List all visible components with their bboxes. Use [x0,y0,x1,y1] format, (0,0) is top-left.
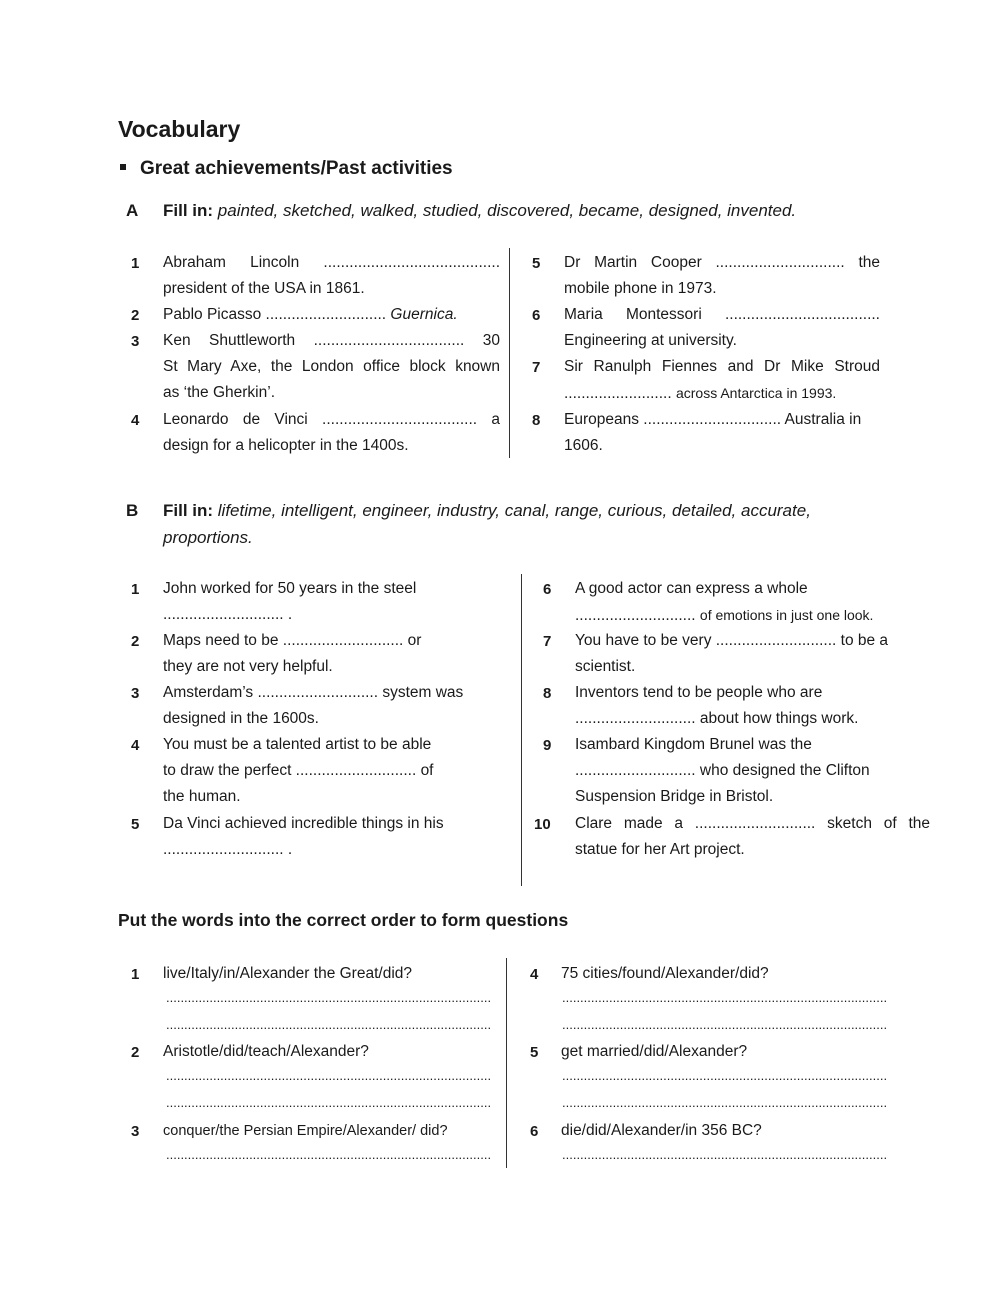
section-b-instruction [126,497,906,557]
a-item-4-line-2: design for a helicopter in the 1400s. [163,437,409,454]
section-b-fill-in: Fill in: [163,501,214,520]
a-item-7-line-1: Sir Ranulph Fiennes and Dr Mike Stroud [564,358,880,375]
b-item-6-dots: ............................ [575,607,696,624]
a-item-5-line-2: mobile phone in 1973. [564,280,717,297]
a-item-8-line-2: 1606. [564,437,603,454]
b-item-4-line-2: to draw the perfect ............................ of [163,762,434,779]
c-item-6-answer-1[interactable]: .......................................................................................... [562,1147,888,1162]
a-item-6-line-1: Maria Montessori .................................... [564,306,880,323]
section-b-words-2: proportions. [163,528,253,547]
a-item-3-line-3: as ‘the Gherkin’. [163,384,275,401]
c-item-2-answer-1[interactable]: .......................................................................................... [166,1068,492,1083]
c-item-4-number: 4 [530,966,539,983]
section-a-words: painted, sketched, walked, studied, discovered, became, designed, invented. [217,201,797,220]
b-item-4-line-1: You must be a talented artist to be able [163,736,432,753]
b-item-3-number: 3 [131,685,140,702]
b-item-5-number: 5 [131,816,140,833]
a-item-4-line-1: Leonardo de Vinci .................................... a [163,411,500,428]
c-item-3-text: conquer/the Persian Empire/Alexander/ did? [163,1123,448,1139]
a-item-4-number: 4 [131,412,140,429]
b-item-6-number: 6 [543,581,552,598]
b-item-4-number: 4 [131,737,140,754]
b-item-2-line-2: they are not very helpful. [163,658,333,675]
a-item-1-line-2: president of the USA in 1861. [163,280,365,297]
a-item-1-number: 1 [131,255,140,272]
a-item-6-line-2: Engineering at university. [564,332,737,349]
a-item-8-number: 8 [532,412,541,429]
section-b-words-1: lifetime, intelligent, engineer, industry, canal, range, curious, detailed, accurate, [217,501,811,520]
a-item-7-line-2 [564,380,836,407]
a-item-7-number: 7 [532,359,541,376]
b-item-1-number: 1 [131,581,140,598]
c-item-5-answer-2[interactable]: .......................................................................................... [562,1095,888,1110]
section-b-divider [521,574,522,886]
b-item-1-line-2: ............................ . [163,606,293,623]
a-item-2-number: 2 [131,307,140,324]
b-item-5-line-1: Da Vinci achieved incredible things in his [163,815,444,832]
b-item-9-line-2: ............................ who designed the Clifton [575,762,870,779]
a-item-3-number: 3 [131,333,140,350]
c-item-5-text: get married/did/Alexander? [561,1043,748,1060]
b-item-10-line-1: Clare made a ............................ sketch of the [575,815,930,832]
b-item-6-line-2 [575,602,873,629]
c-item-3-answer-1[interactable]: .......................................................................................... [166,1147,492,1162]
section-a-letter: A [126,201,139,220]
section-a-fill-in: Fill in: [163,201,214,220]
b-item-8-line-2: ............................ about how things work. [575,710,859,727]
a-item-7-text: across Antarctica in 1993. [675,385,837,401]
a-item-7-dots: ......................... [564,385,672,402]
b-item-10-number: 10 [534,816,551,833]
b-item-7-line-2: scientist. [575,658,636,675]
a-item-2-text: Pablo Picasso ............................ [163,306,387,323]
c-item-1-answer-1[interactable]: .......................................................................................... [166,990,492,1005]
c-item-3-number: 3 [131,1123,140,1140]
b-item-9-line-1: Isambard Kingdom Brunel was the [575,736,812,753]
b-item-2-line-1: Maps need to be ............................ or [163,632,422,649]
a-item-3-line-1: Ken Shuttleworth ................................... 30 [163,332,500,349]
a-item-2-italic: Guernica. [390,306,458,323]
c-item-5-number: 5 [530,1044,539,1061]
section-c-divider [506,958,507,1168]
section-a-instruction [126,197,906,227]
b-item-3-line-1: Amsterdam’s ............................ system was [163,684,464,701]
c-item-4-answer-2[interactable]: .......................................................................................... [562,1017,888,1032]
a-item-6-number: 6 [532,307,541,324]
page-title: Vocabulary [118,116,241,142]
c-item-2-text: Aristotle/did/teach/Alexander? [163,1043,369,1060]
a-item-8-line-1: Europeans ................................ Australia in [564,411,862,428]
b-item-7-number: 7 [543,633,552,650]
section-b-letter: B [126,501,139,520]
a-item-5-line-1: Dr Martin Cooper .............................. the [564,254,880,271]
c-item-1-number: 1 [131,966,140,983]
c-item-6-number: 6 [530,1123,539,1140]
b-item-8-number: 8 [543,685,552,702]
b-item-6-line-1: A good actor can express a whole [575,580,808,597]
c-item-4-text: 75 cities/found/Alexander/did? [561,965,769,982]
b-item-8-line-1: Inventors tend to be people who are [575,684,823,701]
b-item-4-line-3: the human. [163,788,241,805]
b-item-7-line-1: You have to be very ............................ to be a [575,632,889,649]
a-item-2-line-1 [163,302,458,328]
c-item-6-text: die/did/Alexander/in 356 BC? [561,1122,762,1139]
b-item-5-line-2: ............................ . [163,841,293,858]
section-a-divider [509,248,510,458]
c-item-5-answer-1[interactable]: .......................................................................................... [562,1068,888,1083]
section-subtitle [118,158,453,180]
a-item-5-number: 5 [532,255,541,272]
a-item-1-line-1: Abraham Lincoln ......................................... [163,254,500,271]
a-item-3-line-2: St Mary Axe, the London office block known [163,358,500,375]
c-item-2-number: 2 [131,1044,140,1061]
b-item-10-line-2: statue for her Art project. [575,841,745,858]
questions-section-title: Put the words into the correct order to form questions [118,910,569,930]
c-item-1-text: live/Italy/in/Alexander the Great/did? [163,965,412,982]
bullet-icon [120,164,126,170]
subtitle-text: Great achievements/Past activities [140,158,453,179]
b-item-3-line-2: designed in the 1600s. [163,710,319,727]
b-item-9-line-3: Suspension Bridge in Bristol. [575,788,774,805]
c-item-4-answer-1[interactable]: .......................................................................................... [562,990,888,1005]
c-item-1-answer-2[interactable]: .......................................................................................... [166,1017,492,1032]
b-item-9-number: 9 [543,737,552,754]
b-item-6-text: of emotions in just one look. [699,607,874,623]
c-item-2-answer-2[interactable]: .......................................................................................... [166,1095,492,1110]
b-item-1-line-1: John worked for 50 years in the steel [163,580,417,597]
b-item-2-number: 2 [131,633,140,650]
